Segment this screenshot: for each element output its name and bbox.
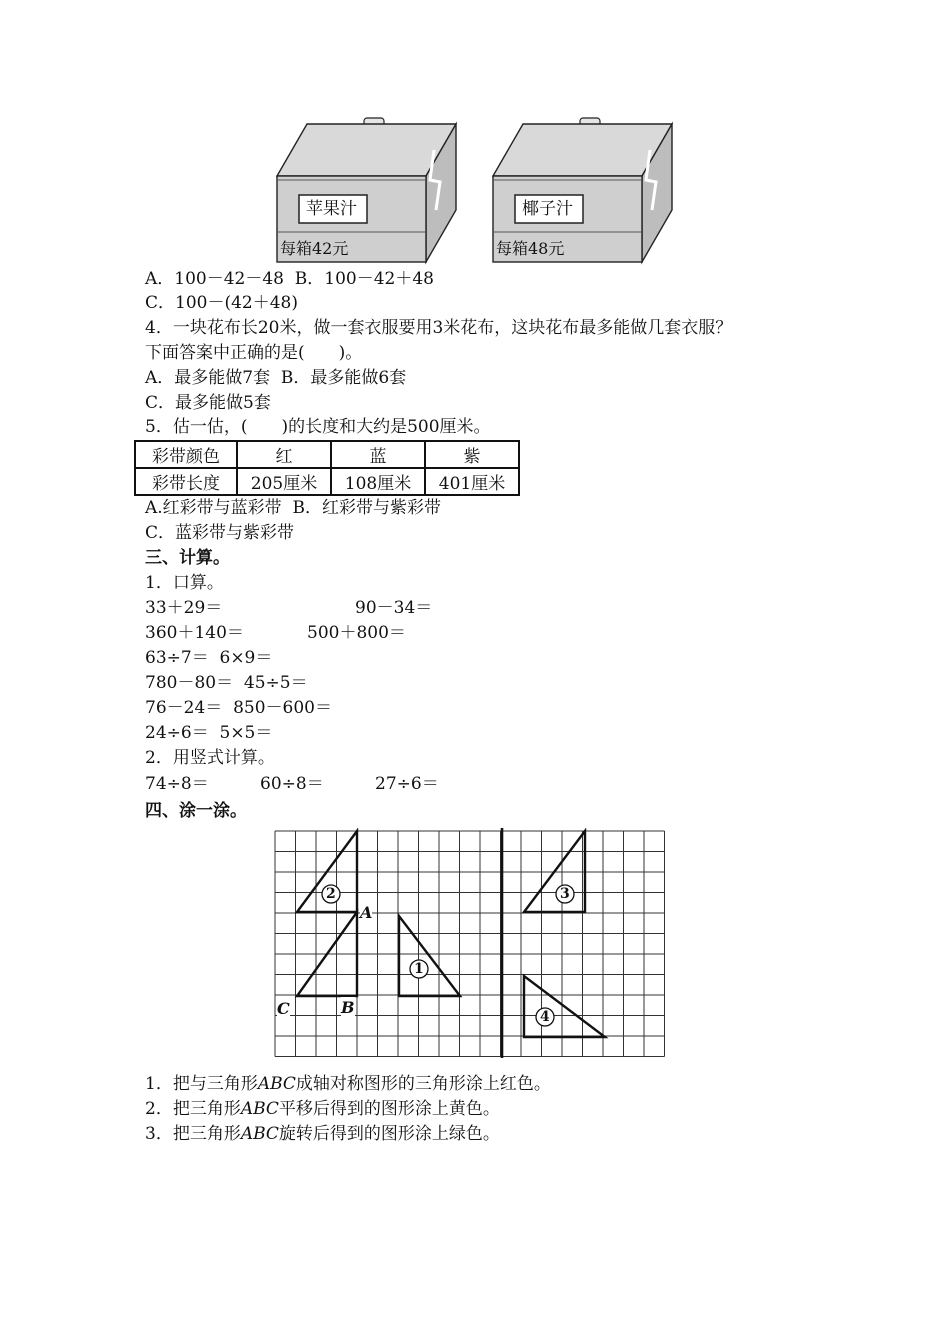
calc-6: 24÷6＝ 5×5＝ xyxy=(145,723,273,743)
q4-question: 4．一块花布长20米，做一套衣服要用3米花布，这块花布最多能做几套衣服？ xyxy=(145,318,733,338)
color-task-3: 3．把三角形ABC旋转后得到的图形涂上绿色。 xyxy=(145,1124,500,1144)
table-cell: 205厘米 xyxy=(237,468,331,495)
calc-3: 63÷7＝ 6×9＝ xyxy=(145,648,273,668)
label-2: 2 xyxy=(326,886,336,902)
vertex-a: A xyxy=(360,903,373,922)
vertex-b: B xyxy=(341,998,355,1017)
label-1: 1 xyxy=(414,961,424,977)
q5-option-c: C．蓝彩带与紫彩带 xyxy=(145,523,295,543)
triangle-1 xyxy=(399,916,460,996)
table-row xyxy=(135,468,519,495)
calc-2b: 500＋800＝ xyxy=(307,623,406,643)
vertex-c: C xyxy=(277,999,290,1018)
table-row xyxy=(135,441,519,468)
vertical-calc-1: 74÷8＝ xyxy=(145,774,209,794)
calc-5: 76－24＝ 850－600＝ xyxy=(145,698,332,718)
triangle-4 xyxy=(524,976,605,1037)
section3-title: 三、计算。 xyxy=(145,548,230,568)
section3-sub2: 2．用竖式计算。 xyxy=(145,748,275,768)
calc-1b: 90－34＝ xyxy=(355,598,433,618)
label-3: 3 xyxy=(560,886,570,902)
table-cell: 蓝 xyxy=(331,441,425,468)
section4-title: 四、涂一涂。 xyxy=(145,801,247,821)
vertical-calc-2: 60÷8＝ xyxy=(260,774,324,794)
q3-options-ab: A．100－42－48 B．100－42＋48 xyxy=(145,269,434,289)
calc-1a: 33＋29＝ xyxy=(145,598,223,618)
q3-option-c: C．100－(42＋48) xyxy=(145,293,298,313)
vertical-calc-3: 27÷6＝ xyxy=(375,774,439,794)
color-task-1: 1．把与三角形ABC成轴对称图形的三角形涂上红色。 xyxy=(145,1074,551,1094)
table-cell: 401厘米 xyxy=(425,468,519,495)
q4-question-cont: 下面答案中正确的是( )。 xyxy=(145,343,363,363)
table-cell: 彩带颜色 xyxy=(135,441,237,468)
table-cell: 紫 xyxy=(425,441,519,468)
q5-question: 5．估一估，( )的长度和大约是500厘米。 xyxy=(145,417,491,437)
q5-options-ab: A.红彩带与蓝彩带 B．红彩带与紫彩带 xyxy=(145,498,441,518)
apple-juice-price: 每箱42元 xyxy=(280,239,349,258)
coconut-juice-price: 每箱48元 xyxy=(496,239,565,258)
apple-juice-label: 苹果汁 xyxy=(306,199,357,219)
calc-4: 780－80＝ 45÷5＝ xyxy=(145,673,308,693)
label-4: 4 xyxy=(540,1009,550,1025)
ribbon-table xyxy=(134,440,520,496)
table-cell: 红 xyxy=(237,441,331,468)
table-cell: 108厘米 xyxy=(331,468,425,495)
q4-options-ab: A．最多能做7套 B．最多能做6套 xyxy=(145,368,407,388)
juice-boxes-figure xyxy=(0,0,950,270)
color-task-2: 2．把三角形ABC平移后得到的图形涂上黄色。 xyxy=(145,1099,500,1119)
section3-sub1: 1．口算。 xyxy=(145,573,224,593)
grid-figure xyxy=(0,828,950,1078)
coconut-juice-label: 椰子汁 xyxy=(522,199,573,219)
q4-option-c: C．最多能做5套 xyxy=(145,393,271,413)
table-cell: 彩带长度 xyxy=(135,468,237,495)
calc-2a: 360＋140＝ xyxy=(145,623,244,643)
